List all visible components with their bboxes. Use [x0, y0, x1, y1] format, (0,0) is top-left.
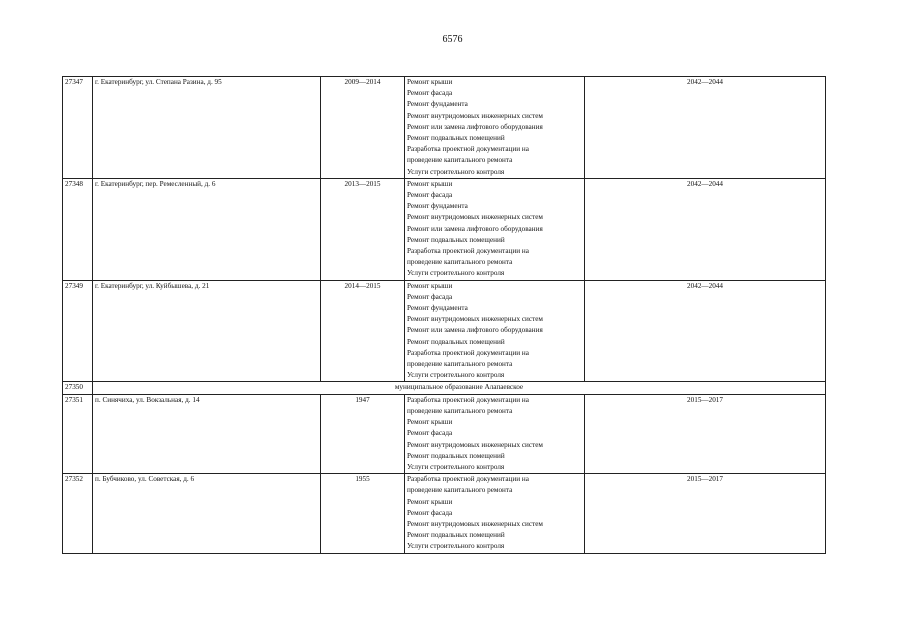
work-item: Ремонт подвальных помещений	[407, 531, 505, 540]
work-item: Ремонт крыши	[407, 78, 453, 86]
work-item: проведение капитального ремонта	[407, 360, 513, 369]
work-item: Разработка проектной документации на	[407, 475, 529, 484]
year-cell: 1947	[321, 394, 405, 473]
work-item: Ремонт подвальных помещений	[407, 134, 505, 143]
work-item: Ремонт подвальных помещений	[407, 337, 505, 346]
year-cell: 1955	[321, 474, 405, 553]
municipality-title: муниципальное образование Алапаевское	[93, 382, 826, 394]
table-row	[63, 280, 826, 382]
work-item: Ремонт внутридомовых инженерных систем	[407, 315, 543, 324]
works-cell	[405, 474, 585, 553]
work-item: Ремонт фасада	[407, 292, 453, 301]
work-item: Ремонт крыши	[407, 418, 453, 427]
works-cell	[405, 280, 585, 382]
period-cell: 2042—2044	[585, 280, 826, 382]
work-item: Ремонт фундамента	[407, 100, 468, 109]
work-item: Услуги строительного контроля	[407, 167, 505, 176]
work-item: проведение капитального ремонта	[407, 486, 513, 495]
work-item: проведение капитального ремонта	[407, 258, 513, 267]
address-cell: г. Екатеринбург, пер. Ремесленный, д. 6	[93, 178, 321, 280]
work-item: Ремонт фасада	[407, 429, 453, 438]
work-item: Ремонт внутридомовых инженерных систем	[407, 440, 543, 449]
period-cell: 2042—2044	[585, 77, 826, 179]
table-body	[63, 77, 826, 554]
works-cell	[405, 178, 585, 280]
work-item: Ремонт фасада	[407, 191, 453, 200]
work-item: Ремонт фундамента	[407, 202, 468, 211]
work-item: Ремонт крыши	[407, 179, 453, 188]
work-item: Разработка проектной документации на	[407, 348, 529, 357]
work-item: Разработка проектной документации на	[407, 395, 529, 404]
work-item: Ремонт внутридомовых инженерных систем	[407, 519, 543, 528]
work-item: Ремонт фундамента	[407, 304, 468, 313]
address-cell: г. Екатеринбург, ул. Куйбышева, д. 21	[93, 280, 321, 382]
work-item: проведение капитального ремонта	[407, 406, 513, 415]
table-row	[63, 178, 826, 280]
row-number: 27352	[63, 474, 93, 553]
table-row	[63, 474, 826, 553]
work-item: Ремонт или замена лифтового оборудования	[407, 122, 543, 131]
work-item: Разработка проектной документации на	[407, 247, 529, 256]
work-item: Ремонт крыши	[407, 497, 453, 506]
work-item: Услуги строительного контроля	[407, 462, 505, 471]
period-cell: 2015—2017	[585, 394, 826, 473]
period-cell: 2042—2044	[585, 178, 826, 280]
row-number: 27348	[63, 178, 93, 280]
work-item: Услуги строительного контроля	[407, 371, 505, 380]
work-item: Разработка проектной документации на	[407, 145, 529, 154]
capital-repair-table	[62, 76, 826, 554]
work-item: Ремонт подвальных помещений	[407, 451, 505, 460]
works-cell	[405, 394, 585, 473]
work-item: Ремонт внутридомовых инженерных систем	[407, 111, 543, 120]
work-item: Услуги строительного контроля	[407, 542, 505, 551]
address-cell: п. Синячиха, ул. Вокзальная, д. 14	[93, 394, 321, 473]
work-item: проведение капитального ремонта	[407, 156, 513, 165]
row-number: 27349	[63, 280, 93, 382]
year-cell: 2013—2015	[321, 178, 405, 280]
address-cell: г. Екатеринбург, ул. Степана Разина, д. 95	[93, 77, 321, 179]
work-item: Ремонт фасада	[407, 508, 453, 517]
works-cell	[405, 77, 585, 179]
work-item: Ремонт внутридомовых инженерных систем	[407, 213, 543, 222]
period-cell: 2015—2017	[585, 474, 826, 553]
address-cell: п. Бубчиково, ул. Советская, д. 6	[93, 474, 321, 553]
work-item: Ремонт подвальных помещений	[407, 235, 505, 244]
year-cell: 2014—2015	[321, 280, 405, 382]
row-number: 27351	[63, 394, 93, 473]
row-number: 27350	[63, 382, 93, 394]
work-item: Ремонт или замена лифтового оборудования	[407, 224, 543, 233]
row-number: 27347	[63, 77, 93, 179]
table-row	[63, 394, 826, 473]
year-cell: 2009—2014	[321, 77, 405, 179]
work-item: Ремонт или замена лифтового оборудования	[407, 326, 543, 335]
work-item: Ремонт фасада	[407, 89, 453, 98]
municipality-row	[63, 382, 826, 394]
work-item: Ремонт крыши	[407, 281, 453, 290]
table-row	[63, 77, 826, 179]
work-item: Услуги строительного контроля	[407, 269, 505, 278]
page-number: 6576	[442, 34, 463, 45]
